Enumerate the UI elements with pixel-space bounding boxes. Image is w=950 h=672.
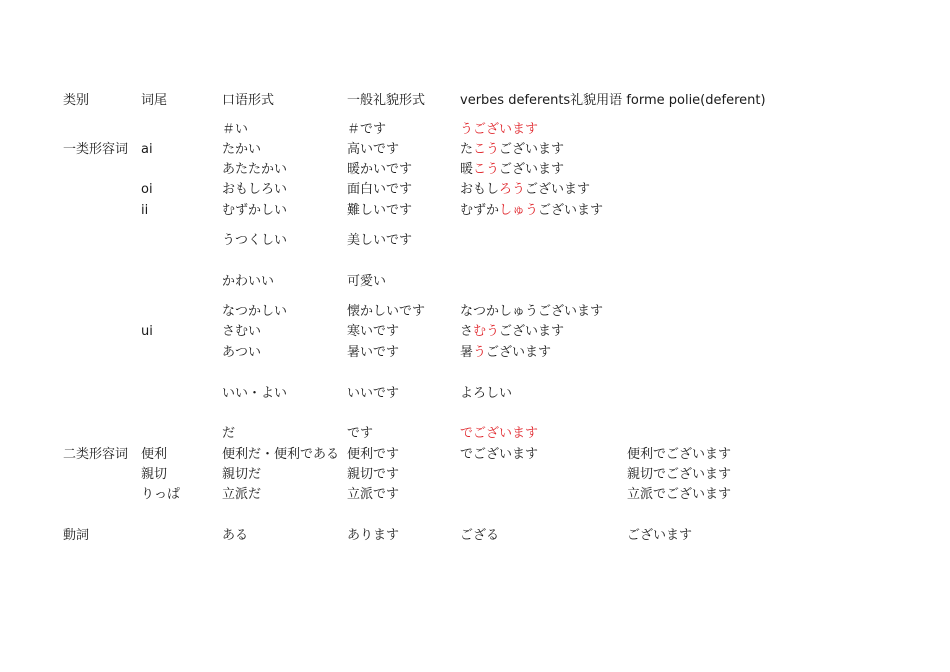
polite-arimasu: あります [347, 528, 400, 543]
ending-ui: ui [141, 324, 153, 339]
deferent-gozaru: ござる [460, 528, 500, 543]
polite-rippa: 立派です [347, 487, 400, 502]
polite-takai: 高いです [347, 142, 400, 157]
header-polite: 一般礼貌形式 [347, 93, 426, 108]
polite-natsukashii: 懐かしいです [347, 304, 426, 319]
colloquial-kawaii: かわいい [222, 274, 275, 289]
na-pattern-polite: です [347, 426, 374, 441]
deferent-atatakai: 暖こうございます [460, 162, 565, 177]
polite-atatakai: 暖かいです [347, 162, 413, 177]
header-deferent: verbes deferents礼貌用语 forme polie(deferent) [460, 93, 766, 108]
colloquial-omoshiroi: おもしろい [222, 182, 288, 197]
ending-ai: ai [141, 142, 153, 157]
polite-omoshiroi: 面白いです [347, 182, 413, 197]
na-pattern-colloquial: だ [222, 426, 236, 441]
polite-iidesu: いいです [347, 386, 400, 401]
colloquial-utsukushii: うつくしい [222, 233, 288, 248]
polite-shinsetsu: 親切です [347, 467, 400, 482]
word-shinsetsu: 親切 [141, 467, 168, 482]
category-verb: 動詞 [63, 528, 90, 543]
header-ending: 词尾 [141, 93, 168, 108]
pattern-deferent: うございます [460, 122, 539, 137]
polite-atsui: 暑いです [347, 345, 400, 360]
word-rippa: りっぱ [141, 487, 181, 502]
ending-oi: oi [141, 182, 153, 197]
pattern-colloquial: ＃い [222, 122, 249, 137]
ending-ii: ii [141, 203, 149, 218]
deferent-yoroshii: よろしい [460, 386, 513, 401]
deferent-atsui: 暑うございます [460, 345, 552, 360]
deferent-natsukashii: なつかしゅうございます [460, 304, 604, 319]
category-na-adjective: 二类形容词 [63, 447, 129, 462]
header-colloquial: 口语形式 [222, 93, 275, 108]
colloquial-aru: ある [222, 528, 249, 543]
colloquial-rippa: 立派だ [222, 487, 262, 502]
colloquial-muzukashii: むずかしい [222, 203, 288, 218]
category-i-adjective: 一类形容词 [63, 142, 129, 157]
full-rippa: 立派でございます [627, 487, 732, 502]
na-pattern-deferent: でございます [460, 426, 539, 441]
word-benri: 便利 [141, 447, 168, 462]
deferent-muzukashii: むずかしゅうございます [460, 203, 604, 218]
deferent-samui: さむうございます [460, 324, 565, 339]
deferent-takai: たこうございます [460, 142, 565, 157]
colloquial-takai: たかい [222, 142, 262, 157]
colloquial-samui: さむい [222, 324, 262, 339]
polite-muzukashii: 難しいです [347, 203, 413, 218]
full-shinsetsu: 親切でございます [627, 467, 732, 482]
deferent-benri: でございます [460, 447, 539, 462]
pattern-polite: ＃です [347, 122, 387, 137]
colloquial-atatakai: あたたかい [222, 162, 288, 177]
polite-kawaii: 可愛い [347, 274, 387, 289]
polite-samui: 寒いです [347, 324, 400, 339]
colloquial-ii-yoi: いい・よい [222, 386, 288, 401]
colloquial-atsui: あつい [222, 345, 262, 360]
full-gozaimasu: ございます [627, 528, 693, 543]
full-benri: 便利でございます [627, 447, 732, 462]
header-category: 类别 [63, 93, 90, 108]
colloquial-shinsetsu: 親切だ [222, 467, 262, 482]
polite-utsukushii: 美しいです [347, 233, 413, 248]
colloquial-natsukashii: なつかしい [222, 304, 288, 319]
deferent-omoshiroi: おもしろうございます [460, 182, 591, 197]
colloquial-benri: 便利だ・便利である [222, 447, 340, 462]
polite-benri: 便利です [347, 447, 400, 462]
